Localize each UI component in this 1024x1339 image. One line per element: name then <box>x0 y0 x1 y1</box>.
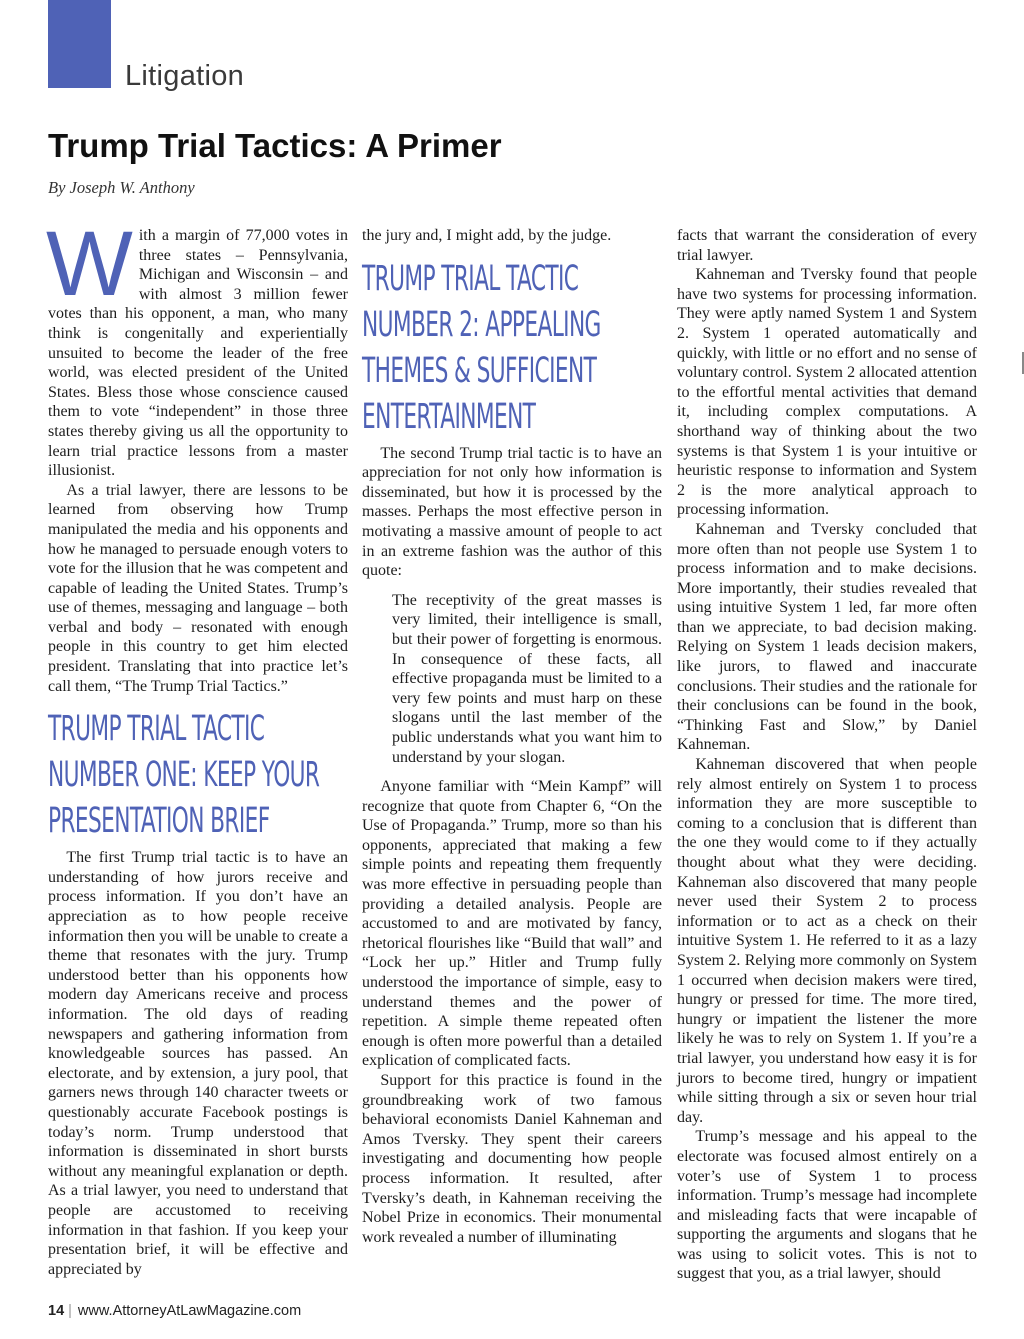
footer-divider: | <box>68 1303 72 1319</box>
subheading-tactic-two: TRUMP TRIAL TACTIC NUMBER 2: APPEALING THEMES & SUFFICIENT ENTERTAINMENT <box>362 258 601 437</box>
paragraph: Kahneman and Tversky found that people have two systems for processing information. They were aptly named System 1 and System 2. System 1 operated automatically and quickly, with little or no effort and no sense of voluntary control. System 2 allocated attention to the effortful mental activities that demand it, including complex computations. A shorthand way of thinking about the two systems is that System 1 is your intuitive or heuristic response to information and System 2 is the more analytical approach to processing information. <box>677 266 977 519</box>
block-quote: The receptivity of the great masses is very limited, their intelligence is small, but their power of forgetting is enormous. In consequence of these facts, all effective propaganda must be limited to a very few points and must harp on these slogans until the last member of the public understands what you want him to understand by your slogan. <box>392 591 662 766</box>
paragraph: Kahneman discovered that when people rely almost entirely on System 1 to process information they are more susceptible to coming to a conclusion that is different than the one they would come to if they actually thought about what they were deciding. Kahneman also discovered that many people never used their System 2 to process information or to act as a check on their intuitive System 1. He referred to it as a lazy System 2. Relying more commonly on System 1 occurred when decision makers were tired, hungry or pressed for time. The more tired, hungry or impatient the listener the more likely he was to rely on System 1. If you’re a trial lawyer, you understand how easy it is for jurors to become tired, hungry or impatient while sitting through a six or seven hour trial day. <box>677 756 977 1126</box>
paragraph: The second Trump trial tactic is to have an appreciation for not only how information is disseminated, but how it is processed by the masses. Perhaps the most effective person in motivating a massive amount of people to act in an extreme fashion was the author of this quote: <box>362 444 662 580</box>
website-link[interactable]: www.AttorneyAtLawMagazine.com <box>77 1303 302 1319</box>
intro-text: ith a margin of 77,000 votes in three states – Pennsylvania, Michigan and Wisconsin – and with almost 3 million fewer votes than his opponent, a man, who many think is congenitally and experientially unsuited to become the leader of the free world, was elected president of the United States. Bless those whose conscience caused them to vote “independent” in those three states thereby giving us all the opportunity to learn trial practice lessons from a master illusionist. <box>48 227 348 480</box>
paragraph: the jury and, I might add, by the judge. <box>362 227 612 244</box>
intro-paragraph <box>46 213 348 481</box>
section-color-block <box>48 0 111 88</box>
subheading-tactic-one: TRUMP TRIAL TACTIC NUMBER ONE: KEEP YOUR PRESENTATION BRIEF <box>48 709 320 842</box>
article-column-1 <box>46 213 348 1279</box>
paragraph: facts that warrant the consideration of every trial lawyer. <box>677 227 977 264</box>
byline: By Joseph W. Anthony <box>48 178 195 197</box>
paragraph: Anyone familiar with “Mein Kampf” will recognize that quote from Chapter 6, “On the Use of Propaganda.” Trump, more so than his opponents, appreciated that making a few simple points and repeating them frequently was more effective in persuading people than providing a detailed analysis. People are accustomed to and are motivated by fancy, rhetorical flourishes like “Build that wall” and “Lock her up.” Hitler and Trump fully understood the importance of simple, easy to understand themes and the power of repetition. A simple theme repeated often enough is often more powerful than a detailed explication of complicated facts. <box>362 778 662 1070</box>
page-number: 14 <box>48 1303 65 1319</box>
section-label: Litigation <box>125 60 245 92</box>
page-footer <box>48 1303 301 1319</box>
paragraph: The first Trump trial tactic is to have an understanding of how jurors receive and process information. If you don’t have an appreciation as to how people receive information then you will be unable to create a theme that resonates with the jury. Trump understood better than his opponents how modern day Americans receive and process information. The old days of reading newspapers and gathering information from knowledgeable sources has passed. An electorate, and by extension, a jury pool, that garners news through 140 character tweets or questionably accurate Facebook postings is today’s norm. Trump understood that information is disseminated in short bursts without any meaningful explanation or depth. As a trial lawyer, you need to understand that people are accustomed to receiving information in that fashion. If you keep your presentation brief, it will be effective and appreciated by <box>48 849 348 1278</box>
article-column-2 <box>362 226 662 1247</box>
article-column-3 <box>677 226 977 1284</box>
paragraph: Support for this practice is found in the groundbreaking work of two famous behavioral economists Daniel Kahneman and Amos Tversky. They spent their careers investigating and documenting how people process information. It resulted, after Tversky’s death, in Kahneman receiving the Nobel Prize in economics. Their monumental work revealed a number of illuminating <box>362 1072 662 1246</box>
paragraph: Trump’s message and his appeal to the electorate was focused almost entirely on a voter’s use of System 1 to process information. Trump’s message had incomplete and misleading facts that were incapable of supporting the arguments and slogans that he was using to solicit votes. This is not to suggest that you, as a trial lawyer, should <box>677 1128 977 1283</box>
paragraph: Kahneman and Tversky concluded that more often than not people use System 1 to process information and to make decisions. More importantly, their studies revealed that using intuitive System 1 led, far more often than we appreciate, to bad decision making. Relying on System 1 leads decision makers, like jurors, to flawed and inaccurate conclusions. Their studies and the rationale for their conclusions can be found in the book, “Thinking Fast and Slow,” by Daniel Kahneman. <box>677 520 977 754</box>
article-title: Trump Trial Tactics: A Primer <box>48 127 502 164</box>
drop-cap: W <box>46 213 133 315</box>
paragraph: As a trial lawyer, there are lessons to be learned from observing how Trump manipulated the media and his opponents and how he managed to persuade enough voters to vote for the illusion that he was competent and capable of leading the United States. Trump’s use of themes, messaging and language – both verbal and body – resonated with enough people in this country to get him elected president. Translating that into practice let’s call them, “The Trump Trial Tactics.” <box>48 481 348 695</box>
